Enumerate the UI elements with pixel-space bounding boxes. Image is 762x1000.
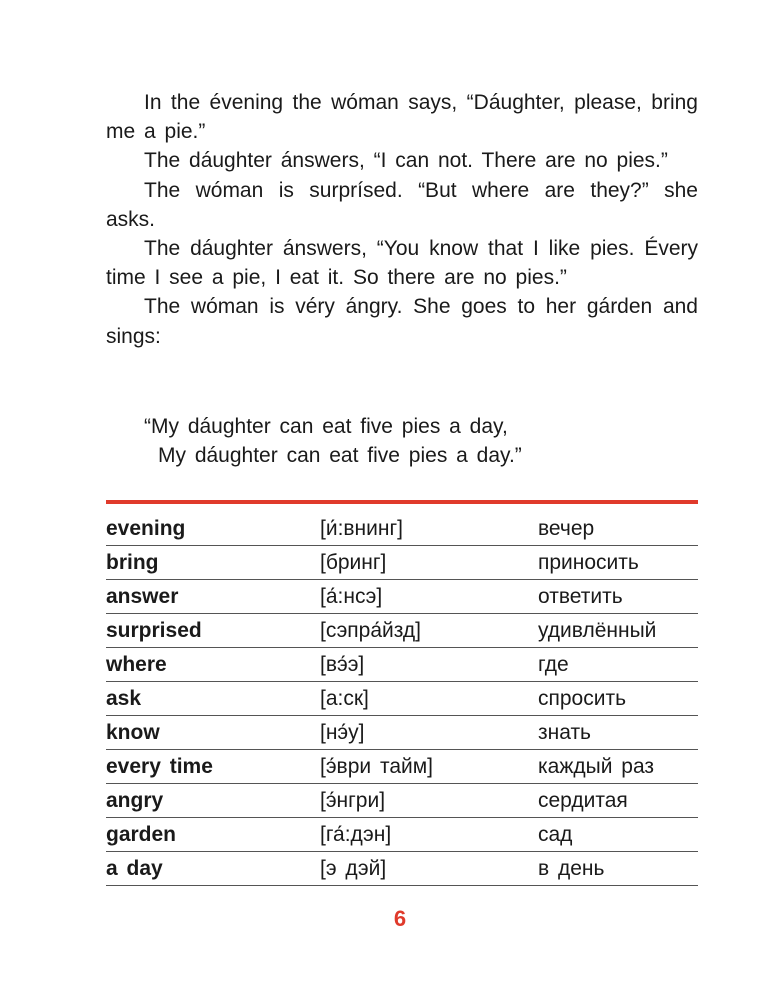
vocabulary-row: [106, 716, 698, 750]
page-number: 6: [393, 906, 407, 931]
vocab-translation: в день: [538, 852, 698, 886]
vocabulary-row: [106, 580, 698, 614]
vocab-transcription: [а́:нсэ]: [320, 580, 538, 614]
vocab-translation: вечер: [538, 512, 698, 546]
story-paragraph: The dáughter ánswers, “You know that I like pies. Évery time I see a pie, I eat it. So there are no pies.”: [106, 237, 698, 290]
red-divider: [106, 500, 698, 504]
vocab-transcription: [э́нгри]: [320, 784, 538, 818]
vocab-transcription: [сэпра́йзд]: [320, 614, 538, 648]
vocabulary-row: [106, 648, 698, 682]
vocab-transcription: [а:ск]: [320, 682, 538, 716]
vocab-word: a day: [106, 852, 320, 886]
story-paragraph: The wóman is surprísed. “But where are they?” she asks.: [106, 178, 698, 231]
vocab-translation: сердитая: [538, 784, 698, 818]
vocab-translation: каждый раз: [538, 750, 698, 784]
song-line: “My dáughter can eat five pies a day,: [144, 415, 508, 438]
vocab-transcription: [э дэй]: [320, 852, 538, 886]
song-line: My dáughter can eat five pies a day.”: [158, 444, 522, 468]
vocabulary-row: [106, 750, 698, 784]
vocab-transcription: [и́:внинг]: [320, 512, 538, 546]
story-paragraph: The dáughter ánswers, “I can not. There are no pies.”: [144, 149, 668, 173]
vocabulary-table: [106, 512, 698, 886]
vocab-transcription: [бринг]: [320, 546, 538, 580]
vocab-word: angry: [106, 784, 320, 818]
vocab-transcription: [вэ́э]: [320, 648, 538, 682]
vocab-word: garden: [106, 818, 320, 852]
vocab-translation: сад: [538, 818, 698, 852]
vocab-word: ask: [106, 682, 320, 716]
vocab-translation: где: [538, 648, 698, 682]
vocabulary-row: [106, 682, 698, 716]
vocab-translation: спросить: [538, 682, 698, 716]
story-text: [106, 88, 698, 351]
vocab-word: bring: [106, 546, 320, 580]
vocab-word: where: [106, 648, 320, 682]
song-verse: [144, 412, 522, 470]
vocabulary-row: [106, 818, 698, 852]
vocab-word: every time: [106, 750, 320, 784]
vocab-transcription: [э́ври тайм]: [320, 750, 538, 784]
vocabulary-row: [106, 852, 698, 886]
vocab-word: answer: [106, 580, 320, 614]
vocabulary-row: [106, 614, 698, 648]
vocab-translation: знать: [538, 716, 698, 750]
vocabulary-row: [106, 784, 698, 818]
vocabulary-row: [106, 512, 698, 546]
vocab-translation: ответить: [538, 580, 698, 614]
vocab-word: know: [106, 716, 320, 750]
vocab-translation: удивлённый: [538, 614, 698, 648]
vocab-transcription: [га́:дэн]: [320, 818, 538, 852]
story-paragraph: In the évening the wóman says, “Dáughter, please, bring me a pie.”: [106, 91, 698, 144]
vocab-transcription: [нэ́у]: [320, 716, 538, 750]
story-paragraph: The wóman is véry ángry. She goes to her gárden and sings:: [106, 295, 698, 348]
vocab-translation: приносить: [538, 546, 698, 580]
vocab-word: surprised: [106, 614, 320, 648]
vocabulary-row: [106, 546, 698, 580]
vocab-word: evening: [106, 512, 320, 546]
